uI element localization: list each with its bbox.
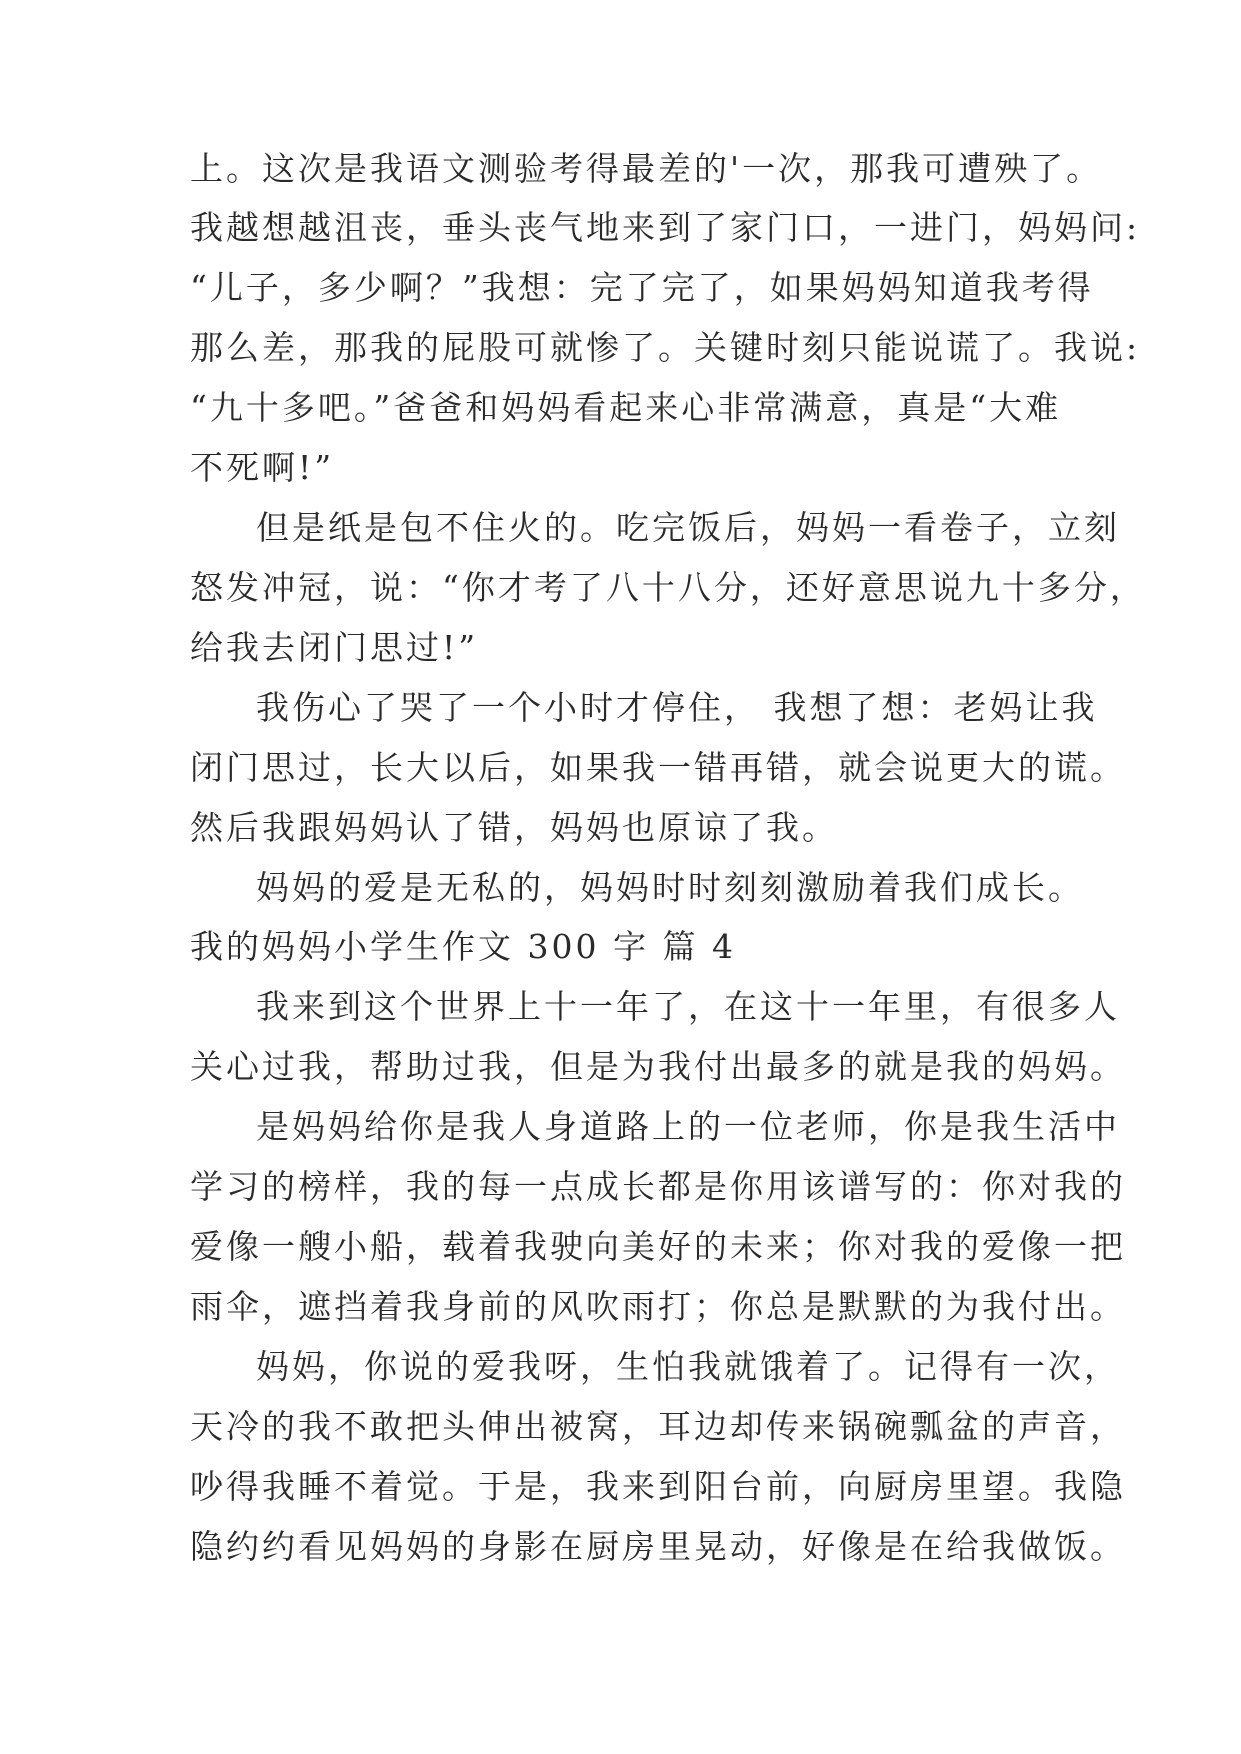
text-line: 怒发冲冠，说：“你才考了八十八分，还好意思说九十多分， <box>190 568 1146 607</box>
text-line: 然后我跟妈妈认了错，妈妈也原谅了我。 <box>190 808 838 847</box>
text-line: 隐约约看见妈妈的身影在厨房里晃动，好像是在给我做饭。 <box>190 1527 1126 1566</box>
paragraph-start-line: 但是纸是包不住火的。吃完饭后，妈妈一看卷子，立刻 <box>256 508 1120 547</box>
paragraph-start-line: 是妈妈给你是我人身道路上的一位老师，你是我生活中 <box>256 1107 1120 1146</box>
paragraph-start-line: 妈妈的爱是无私的，妈妈时时刻刻激励着我们成长。 <box>256 868 1084 907</box>
text-line: 我越想越沮丧，垂头丧气地来到了家门口，一进门，妈妈问: <box>190 208 1141 247</box>
text-line: 雨伞，遮挡着我身前的风吹雨打；你总是默默的为我付出。 <box>190 1287 1126 1326</box>
text-line: “九十多吧。”爸爸和妈妈看起来心非常满意，真是“大难 <box>190 388 1062 427</box>
text-line: 那么差，那我的屁股可就惨了。关键时刻只能说谎了。我说: <box>190 328 1141 367</box>
paragraph-start-line: 我伤心了哭了一个小时才停住， 我想了想：老妈让我 <box>256 688 1098 727</box>
text-line: 爱像一艘小船，载着我驶向美好的未来；你对我的爱像一把 <box>190 1227 1126 1266</box>
text-line: 闭门思过，长大以后，如果我一错再错，就会说更大的谎。 <box>190 748 1126 787</box>
text-line: 上。这次是我语文测验考得最差的'一次，那我可遭殃了。 <box>190 149 1103 188</box>
paragraph-start-line: 我来到这个世界上十一年了，在这十一年里，有很多人 <box>256 987 1120 1026</box>
text-line: “儿子，多少啊？”我想：完了完了，如果妈妈知道我考得 <box>190 268 1094 307</box>
text-line: 关心过我，帮助过我，但是为我付出最多的就是我的妈妈。 <box>190 1047 1126 1086</box>
paragraph-start-line: 妈妈，你说的爱我呀，生怕我就饿着了。记得有一次， <box>256 1347 1120 1386</box>
text-line: 吵得我睡不着觉。于是，我来到阳台前，向厨房里望。我隐 <box>190 1467 1126 1506</box>
text-line: 给我去闭门思过!” <box>190 628 479 667</box>
section-heading: 我的妈妈小学生作文 300 字 篇 4 <box>190 927 736 966</box>
text-line: 学习的榜样，我的每一点成长都是你用该谱写的：你对我的 <box>190 1167 1126 1206</box>
text-line: 不死啊!” <box>190 448 335 487</box>
text-line: 天冷的我不敢把头伸出被窝，耳边却传来锅碗瓢盆的声音， <box>190 1407 1126 1446</box>
